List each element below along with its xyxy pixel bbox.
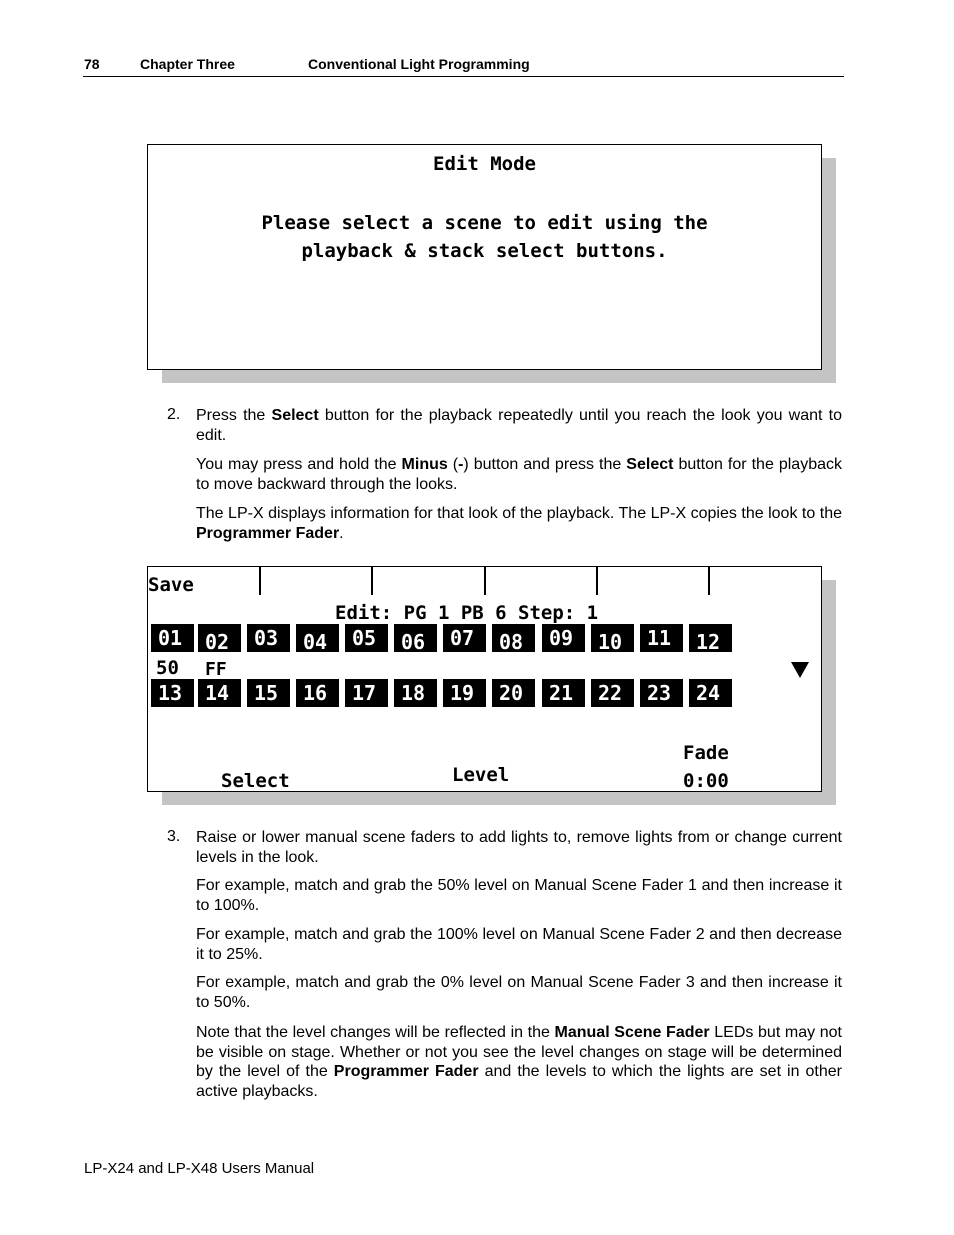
channel-box: 04 xyxy=(296,624,339,652)
channel-box: 02 xyxy=(198,624,241,652)
step2-para2 xyxy=(196,455,842,494)
channel-box: 24 xyxy=(689,679,732,707)
softkey-divider xyxy=(259,567,261,595)
channel-box: 23 xyxy=(640,679,683,707)
bold-run: Programmer Fader xyxy=(333,1063,479,1080)
text-run: Press the xyxy=(196,407,272,424)
text-run: . xyxy=(339,524,344,542)
channel-box: 11 xyxy=(640,624,683,652)
channel-level-value: 50 xyxy=(156,657,179,679)
channel-box: 22 xyxy=(591,679,634,707)
fade-label: Fade xyxy=(683,742,729,764)
page-footer: LP-X24 and LP-X48 Users Manual xyxy=(84,1160,315,1177)
channel-box: 08 xyxy=(492,624,535,652)
text-run: LEDs but may not be visible on stage. Whether or not you see the level changes on stage will be determined by the level of the xyxy=(196,1024,842,1080)
screen-message xyxy=(148,209,821,265)
channel-box: 13 xyxy=(151,679,194,707)
text-run: Note that the level changes will be reflected in the xyxy=(196,1024,555,1041)
channel-box: 06 xyxy=(394,624,437,652)
channel-box: 15 xyxy=(247,679,290,707)
bold-run: Programmer Fader xyxy=(196,524,340,542)
text-run: You may press and hold the xyxy=(196,456,402,473)
channel-box: 18 xyxy=(394,679,437,707)
channel-box: 05 xyxy=(345,624,388,652)
step3-para1: Raise or lower manual scene faders to add lights to, remove lights from or change current levels in the look. xyxy=(196,829,842,866)
scroll-down-arrow-icon xyxy=(791,662,809,678)
text-run: ( xyxy=(447,456,459,473)
level-softkey-label: Level xyxy=(452,764,510,786)
text-run: and the levels to which the lights are set in other active playbacks. xyxy=(196,1063,842,1100)
channel-box: 21 xyxy=(542,679,585,707)
bold-run: Select xyxy=(626,456,674,473)
step3-para3: For example, match and grab the 100% level on Manual Scene Fader 2 and then decrease it to 25%. xyxy=(196,926,842,963)
channel-box: 16 xyxy=(296,679,339,707)
channel-ff-value: FF xyxy=(205,659,227,680)
bold-run: - xyxy=(458,456,464,473)
page-header xyxy=(83,56,844,77)
select-softkey-label: Select xyxy=(221,770,290,792)
page-number: 78 xyxy=(84,56,100,72)
channel-box: 07 xyxy=(443,624,486,652)
step3-para4: For example, match and grab the 0% level on Manual Scene Fader 3 and then increase it to 50%. xyxy=(196,974,842,1011)
edit-screen xyxy=(147,566,822,792)
channel-box: 17 xyxy=(345,679,388,707)
edit-mode-screen xyxy=(147,144,822,370)
softkey-divider xyxy=(484,567,486,595)
step2-para3 xyxy=(196,504,842,543)
bold-run: Select xyxy=(271,407,319,424)
channel-box: 09 xyxy=(542,624,585,652)
screen-message-line2: playback & stack select buttons. xyxy=(301,240,668,262)
edit-status-line: Edit: PG 1 PB 6 Step: 1 xyxy=(335,602,599,624)
step2-para1 xyxy=(196,406,842,445)
text-run: The LP-X displays information for that look of the playback. The LP-X copies the look to the xyxy=(196,505,842,522)
text-run: button for the playback to move backward through the looks. xyxy=(196,456,842,493)
text-run: button for the playback repeatedly until you reach the look you want to edit. xyxy=(196,407,843,444)
step-number: 2. xyxy=(167,406,181,423)
save-softkey-label: Save xyxy=(148,574,194,596)
channel-box: 10 xyxy=(591,624,634,652)
chapter-title: Conventional Light Programming xyxy=(308,56,530,72)
step3-para2: For example, match and grab the 50% level on Manual Scene Fader 1 and then increase it to 100%. xyxy=(196,877,842,914)
channel-box: 03 xyxy=(247,624,290,652)
softkey-divider xyxy=(596,567,598,595)
step-number: 3. xyxy=(167,828,181,845)
screen-title: Edit Mode xyxy=(433,153,536,175)
softkey-divider xyxy=(371,567,373,595)
text-run: ) button and press the xyxy=(463,456,627,473)
bold-run: Manual Scene Fader xyxy=(554,1024,710,1041)
channel-box: 14 xyxy=(198,679,241,707)
chapter-label: Chapter Three xyxy=(140,56,235,72)
softkey-divider xyxy=(708,567,710,595)
bold-run: Minus xyxy=(401,456,448,473)
fade-value: 0:00 xyxy=(683,770,729,792)
channel-box: 20 xyxy=(492,679,535,707)
screen-message-line1: Please select a scene to edit using the xyxy=(261,212,708,234)
channel-box: 01 xyxy=(151,624,194,652)
channel-box: 19 xyxy=(443,679,486,707)
step3-para5 xyxy=(196,1023,842,1101)
channel-box: 12 xyxy=(689,624,732,652)
